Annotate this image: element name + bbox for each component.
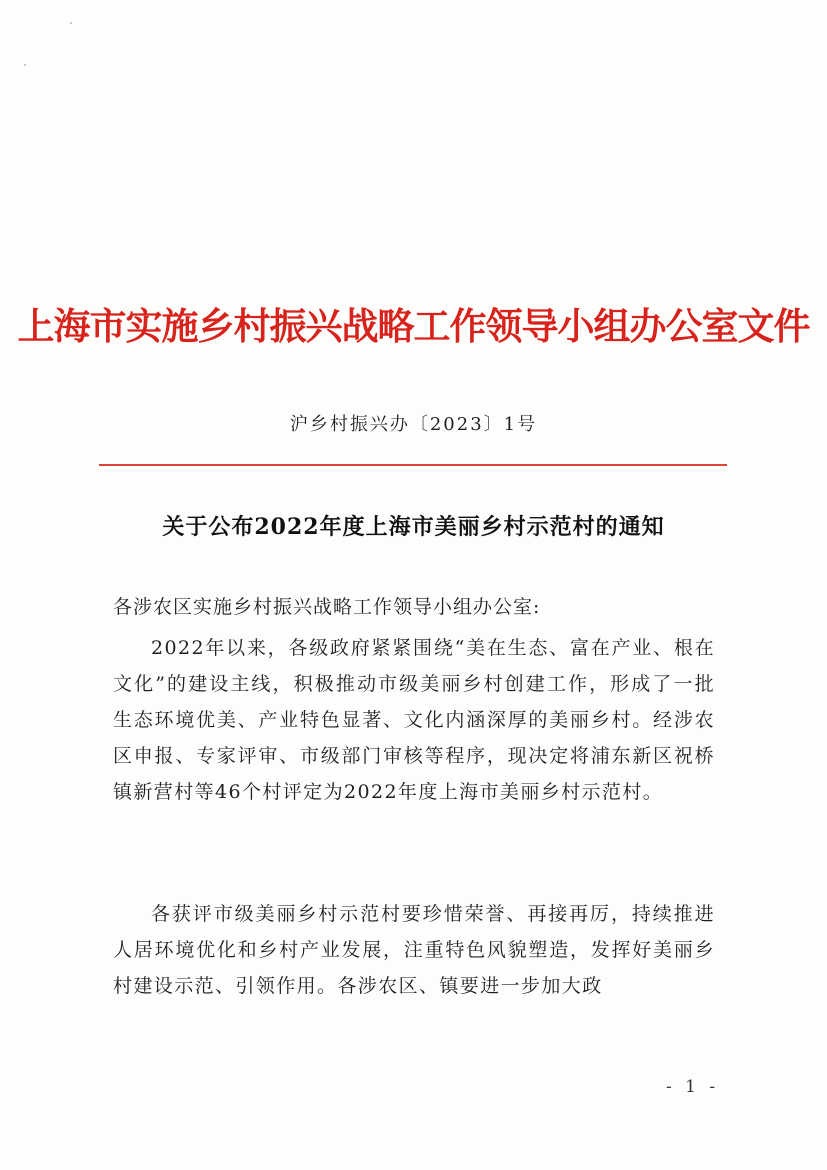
scan-speck [24, 64, 26, 66]
document-number: 沪乡村振兴办〔2023〕1号 [289, 414, 538, 435]
body-paragraph-2: 各获评市级美丽乡村示范村要珍惜荣誉、再接再厉，持续推进人居环境优化和乡村产业发展，注重特色风貌塑造，发挥好美丽乡村建设示范、引领作用。各涉农区、镇要进一步加大政 [113, 903, 715, 997]
body-paragraph-1: 2022年以来，各级政府紧紧围绕“美在生态、富在产业、根在文化”的建设主线，积极推动市级美丽乡村创建工作，形成了一批生态环境优美、产业特色显著、文化内涵深厚的美丽乡村。经涉农区申报、专家评审、市级部门审核等程序，现决定将浦东新区祝桥镇新营村等46个村评定为2022年度上海市美丽乡村示范村。 [113, 637, 715, 803]
page-number: - 1 - [666, 1077, 720, 1097]
salutation: 各涉农区实施乡村振兴战略工作领导小组办公室: [113, 596, 541, 618]
scan-speck [70, 22, 72, 24]
notice-title: 关于公布2022年度上海市美丽乡村示范村的通知 [162, 514, 665, 540]
issuing-office-header: 上海市实施乡村振兴战略工作领导小组办公室文件 [17, 304, 810, 348]
red-divider-line [99, 464, 727, 466]
